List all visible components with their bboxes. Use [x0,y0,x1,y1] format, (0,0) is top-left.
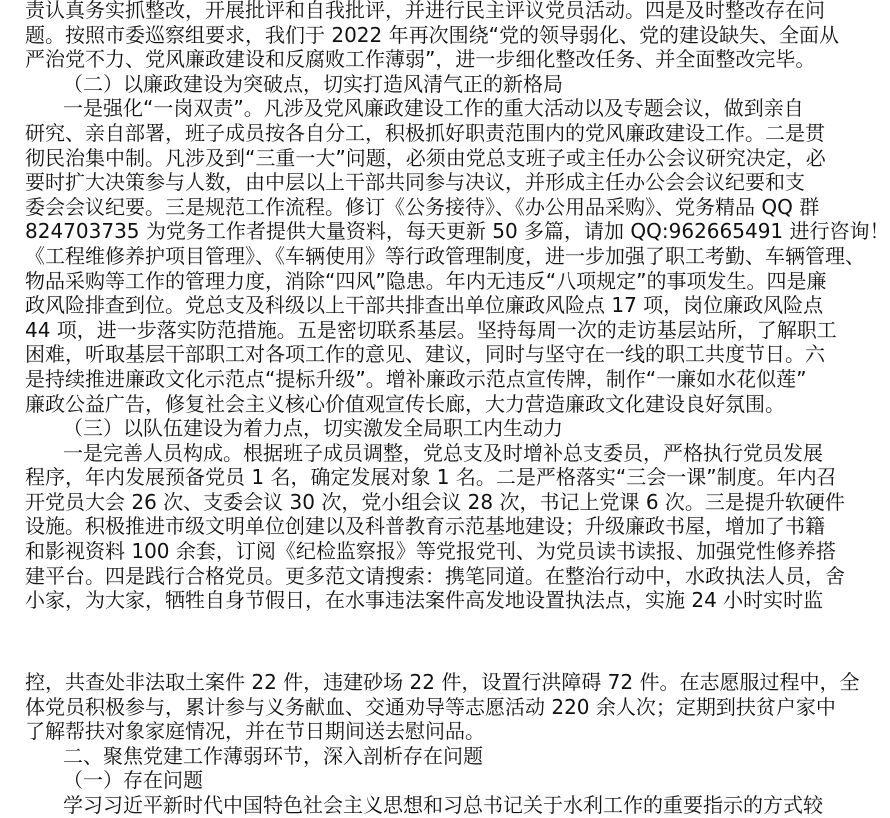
section-heading: （一）存在问题 [63,768,203,793]
text-line: 要时扩大决策参与人数，由中层以上干部共同参与决议，并形成主任办公会会议纪要和支 [25,170,805,195]
text-line: 了解帮扶对象家庭情况，并在节日期间送去慰问品。 [25,719,485,744]
text-line: 824703735 为党务工作者提供大量资料，每天更新 50 多篇，请加 QQ:962665491 进行咨询！ [25,219,890,244]
text-line: 程序，年内发展预备党员 1 名，确定发展对象 1 名。二是严格落实“三会一课”制度。年内召 [25,465,837,490]
text-line: 一是强化“一岗双责”。凡涉及党风廉政建设工作的重大活动以及专题会议，做到亲自 [63,96,804,121]
text-line: 政风险排查到位。党总支及科级以上干部共排查出单位廉政风险点 17 项，岗位廉政风险点 [25,293,824,318]
document-body-upper [25,0,890,613]
chapter-heading: 二、聚焦党建工作薄弱环节，深入剖析存在问题 [63,743,483,768]
text-line: 体党员积极参与，累计参与义务献血、交通劝导等志愿活动 220 余人次；定期到扶贫户家中 [25,694,836,719]
text-line: 设施。积极推进市级文明单位创建以及科普教育示范基地建设；升级廉政书屋，增加了书籍 [25,514,825,539]
text-line: 廉政公益广告，修复社会主义核心价值观宣传长廊，大力营造廉政文化建设良好氛围。 [25,391,785,416]
document-body-lower [25,670,860,818]
text-line: 责认真务实抓整改，开展批评和自我批评，并进行民主评议党员活动。四是及时整改存在问 [25,0,825,22]
text-line: 小家，为大家，牺牲自身节假日，在水事违法案件高发地设置执法点，实施 24 小时实时监 [25,588,824,613]
text-line: 严治党不力、党风廉政建设和反腐败工作薄弱”，进一步细化整改任务、并全面整改完毕。 [25,47,816,72]
section-heading: （三）以队伍建设为着力点，切实激发全局职工内生动力 [63,416,563,441]
text-line: 44 项，进一步落实防范措施。五是密切联系基层。坚持每周一次的走访基层站所，了解职工 [25,317,837,342]
text-line: 建平台。四是践行合格党员。更多范文请搜索：携笔同道。在整治行动中，水政执法人员，舍 [25,563,845,588]
text-line: 彻民治集中制。凡涉及到“三重一大”问题，必须由党总支班子或主任办公会议研究决定，必 [25,145,826,170]
text-line: 题。按照市委巡察组要求，我们于 2022 年再次围绕“党的领导弱化、党的建设缺失、全面从 [25,22,839,47]
text-line: 委会会议纪要。三是规范工作流程。修订《公务接待》、《办公用品采购》、党务精品 QQ 群 [25,194,820,219]
text-line: 和影视资料 100 余套，订阅《纪检监察报》等党报党刊、为党员读书读报、加强党性修养搭 [25,539,836,564]
text-line: 开党员大会 26 次、支委会议 30 次，党小组会议 28 次，书记上党课 6 次。三是提升软硬件 [25,489,845,514]
section-heading: （二）以廉政建设为突破点，切实打造风清气正的新格局 [63,71,563,96]
text-line: 物品采购等工作的管理力度，消除“四风”隐患。年内无违反“八项规定”的事项发生。四是廉 [25,268,827,293]
text-line: 一是完善人员构成。根据班子成员调整，党总支及时增补总支委员，严格执行党员发展 [63,440,823,465]
text-line: 困难，听取基层干部职工对各项工作的意见、建议，同时与坚守在一线的职工共度节日。六 [25,342,825,367]
text-line: 《工程维修养护项目管理》、《车辆使用》等行政管理制度，进一步加强了职工考勤、车辆管理、 [25,243,865,268]
text-line: 是持续推进廉政文化示范点“提标升级”。增补廉政示范点宣传牌，制作“一廉如水花似莲” [25,366,807,391]
text-line: 研究、亲自部署，班子成员按各自分工，积极抓好职责范围内的党风廉政建设工作。二是贯 [25,120,825,145]
text-line: 学习习近平新时代中国特色社会主义思想和习总书记关于水利工作的重要指示的方式较 [63,792,823,817]
text-line: 控，共查处非法取土案件 22 件，违建砂场 22 件，设置行洪障碍 72 件。在志愿服过程中，全 [25,670,860,694]
